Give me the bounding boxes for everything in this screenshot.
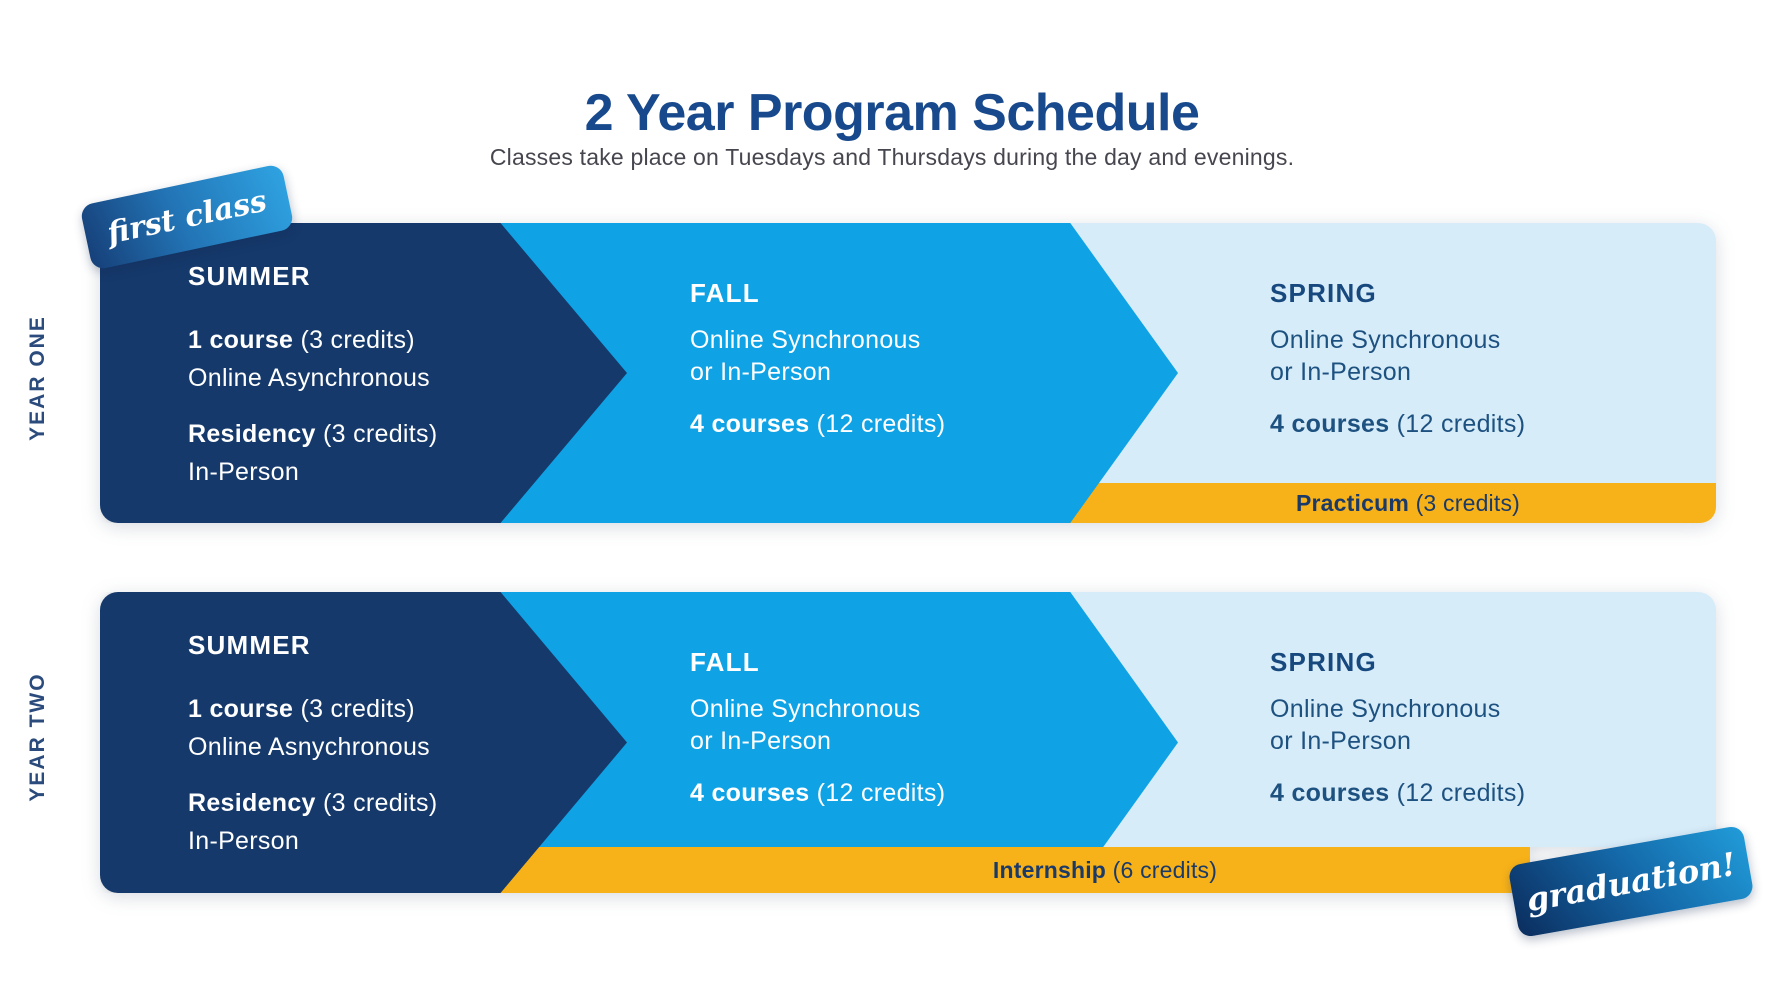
courses-line <box>1270 779 1525 808</box>
year-two-row <box>100 592 1716 893</box>
courses-credits: (12 credits) <box>1389 779 1526 807</box>
courses-count: 4 courses <box>690 779 810 807</box>
course-line <box>188 690 437 728</box>
residency-credits: (3 credits) <box>315 789 438 817</box>
practicum-line <box>1296 490 1520 517</box>
season-heading: FALL <box>690 647 760 677</box>
internship-banner-text <box>700 847 1510 893</box>
season-heading: SPRING <box>1270 278 1377 308</box>
course-count: 1 course <box>188 326 294 354</box>
year-one-label: YEAR ONE <box>26 315 49 441</box>
course-credits: (3 credits) <box>293 326 415 354</box>
courses-credits: (12 credits) <box>1389 410 1526 438</box>
courses-count: 4 courses <box>690 410 810 438</box>
year-one-spring-section <box>1270 278 1525 439</box>
mode-line-2: or In-Person <box>1270 358 1412 386</box>
practicum-credits: (3 credits) <box>1408 489 1521 516</box>
mode-line-2: or In-Person <box>690 358 832 386</box>
course-line <box>188 321 437 359</box>
residency-label: Residency <box>188 420 316 448</box>
mode-line-2: or In-Person <box>690 727 832 755</box>
courses-line <box>1270 410 1525 439</box>
mode-line-1: Online Synchronous <box>690 326 921 354</box>
residency-mode: In-Person <box>188 458 300 486</box>
season-heading: SUMMER <box>188 261 311 291</box>
courses-count: 4 courses <box>1270 779 1390 807</box>
year-two-fall-section <box>690 647 945 808</box>
season-heading: SPRING <box>1270 647 1377 677</box>
year-one-fall-section <box>690 278 945 439</box>
internship-label: Internship <box>992 856 1107 883</box>
residency-label: Residency <box>188 789 316 817</box>
course-mode: Online Asnychronous <box>188 733 430 761</box>
page-title: 2 Year Program Schedule <box>584 83 1200 142</box>
mode-line-2: or In-Person <box>1270 727 1412 755</box>
residency-credits: (3 credits) <box>315 420 438 448</box>
mode-line-1: Online Synchronous <box>690 695 921 723</box>
season-heading: SUMMER <box>188 630 311 660</box>
course-credits: (3 credits) <box>293 695 415 723</box>
year-one-summer-section <box>188 261 437 491</box>
courses-credits: (12 credits) <box>809 410 946 438</box>
courses-count: 4 courses <box>1270 410 1390 438</box>
courses-line <box>690 779 945 808</box>
page-subtitle: Classes take place on Tuesdays and Thursdays during the day and evenings. <box>489 144 1295 170</box>
mode-line-1: Online Synchronous <box>1270 695 1501 723</box>
residency-line <box>188 415 437 453</box>
residency-line <box>188 784 437 822</box>
practicum-banner-text <box>1100 483 1716 523</box>
course-count: 1 course <box>188 695 294 723</box>
internship-credits: (6 credits) <box>1106 856 1218 883</box>
practicum-label: Practicum <box>1295 489 1409 516</box>
year-two-label: YEAR TWO <box>26 672 49 802</box>
first-class-badge: first class <box>79 163 294 270</box>
course-mode: Online Asynchronous <box>188 364 430 392</box>
courses-line <box>690 410 945 439</box>
residency-mode: In-Person <box>188 827 300 855</box>
mode-line-1: Online Synchronous <box>1270 326 1501 354</box>
graduation-badge: graduation! <box>1507 825 1754 938</box>
year-one-row <box>100 223 1716 523</box>
year-two-spring-section <box>1270 647 1525 808</box>
year-two-summer-section <box>188 630 437 860</box>
internship-line <box>993 857 1217 884</box>
courses-credits: (12 credits) <box>809 779 946 807</box>
season-heading: FALL <box>690 278 760 308</box>
